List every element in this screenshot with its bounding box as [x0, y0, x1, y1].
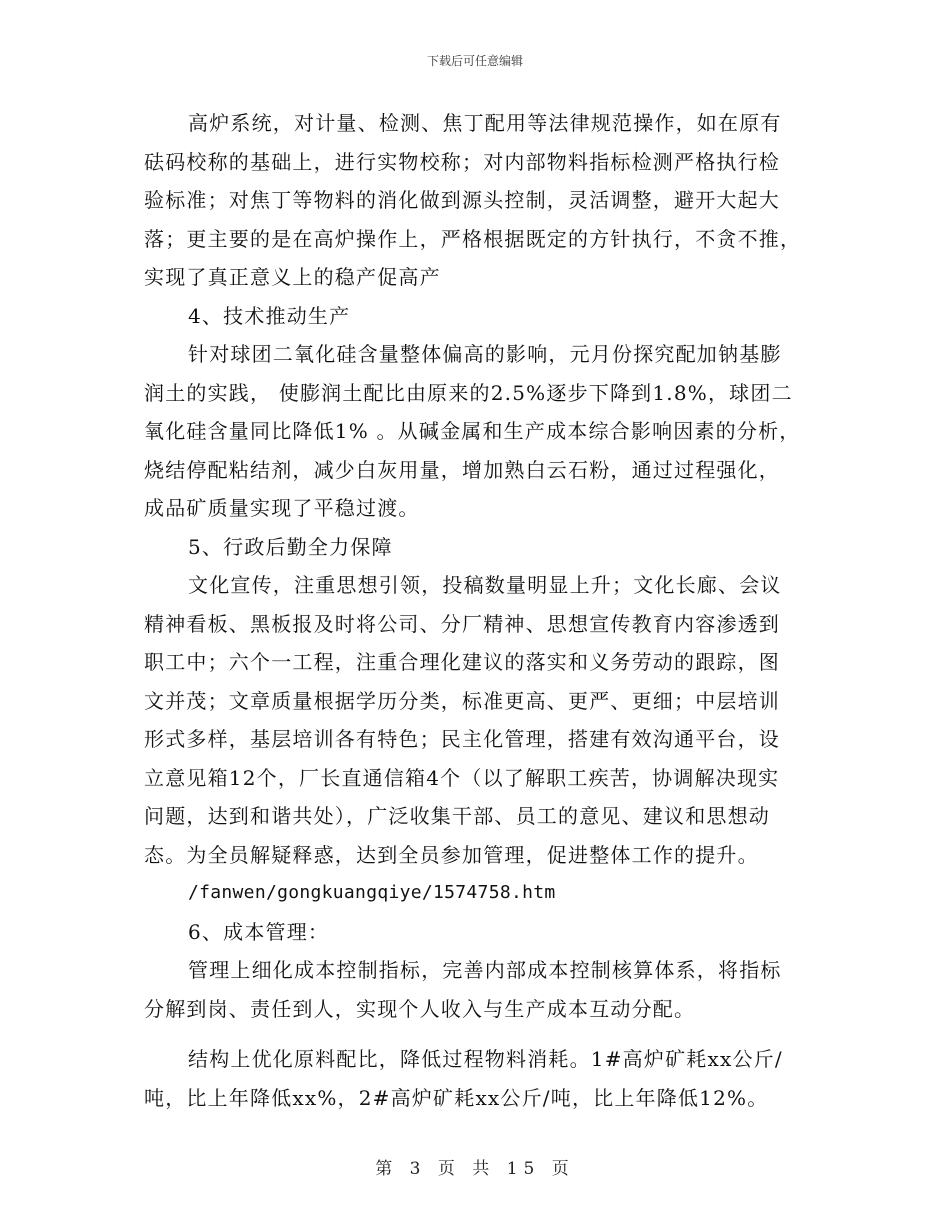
section-heading-5: 5、行政后勤全力保障	[188, 534, 393, 559]
paragraph-line: 烧结停配粘结剂，减少白灰用量，增加熟白云石粉，通过过程强化，	[144, 457, 780, 482]
paragraph-line: 成品矿质量实现了平稳过渡。	[144, 496, 420, 520]
source-url: /fanwen/gongkuangqiye/1574758.htm	[188, 882, 556, 903]
paragraph-line: 落；更主要的是在高炉操作上，严格根据既定的方针执行，不贪不推，	[144, 226, 802, 251]
paragraph-line: 分解到岗、责任到人，实现个人收入与生产成本互动分配。	[144, 996, 696, 1021]
section-heading-4: 4、技术推动生产	[188, 303, 351, 328]
paragraph-line: 形式多样，基层培训各有特色；民主化管理，搭建有效沟通平台，设	[144, 727, 780, 751]
paragraph-line: 态。为全员解疑释惑，达到全员参加管理，促进整体工作的提升。	[144, 842, 759, 867]
paragraph-line: 文并茂；文章质量根据学历分类，标准更高、更严、更细；中层培训	[144, 688, 780, 713]
paragraph-line: 结构上优化原料配比，降低过程物料消耗。1#高炉矿耗xx公斤/	[188, 1047, 783, 1071]
paragraph-line: 吨，比上年降低xx%，2#高炉矿耗xx公斤/吨，比上年降低12%。	[144, 1085, 769, 1110]
paragraph-line: 高炉系统，对计量、检测、焦丁配用等法律规范操作，如在原有	[188, 111, 782, 135]
paragraph-line: 问题，达到和谐共处），广泛收集干部、员工的意见、建议和思想动	[144, 804, 770, 828]
paragraph-line: 针对球团二氧化硅含量整体偏高的影响，元月份探究配加钠基膨	[188, 342, 782, 366]
paragraph-line: 管理上细化成本控制指标，完善内部成本控制核算体系，将指标	[188, 958, 782, 982]
paragraph-line: 职工中；六个一工程，注重合理化建议的落实和义务劳动的跟踪，图	[144, 650, 780, 674]
paragraph-line: 文化宣传，注重思想引领，投稿数量明显上升；文化长廊、会议	[188, 573, 782, 597]
document-body	[144, 104, 808, 1117]
paragraph-line: 氧化硅含量同比降低1% 。从碱金属和生产成本综合影响因素的分析，	[144, 419, 801, 443]
paragraph-line: 立意见箱12个，厂长直通信箱4个（以了解职工疾苦，协调解决现实	[144, 765, 780, 790]
page-number: 第 3 页 共 15 页	[375, 1159, 575, 1179]
paragraph-line: 润土的实践， 使膨润土配比由原来的2.5%逐步下降到1.8%，球团二	[144, 380, 793, 405]
section-heading-6: 6、成本管理：	[188, 919, 330, 944]
page-header: 下载后可任意编辑	[426, 54, 523, 68]
paragraph-line: 精神看板、黑板报及时将公司、分厂精神、思想宣传教育内容渗透到	[144, 611, 780, 636]
paragraph-line: 验标准；对焦丁等物料的消化做到源头控制，灵活调整，避开大起大	[144, 188, 780, 212]
paragraph-line: 砝码校称的基础上，进行实物校称；对内部物料指标检测严格执行检	[144, 149, 780, 174]
paragraph-line: 实现了真正意义上的稳产促高产	[144, 265, 441, 289]
